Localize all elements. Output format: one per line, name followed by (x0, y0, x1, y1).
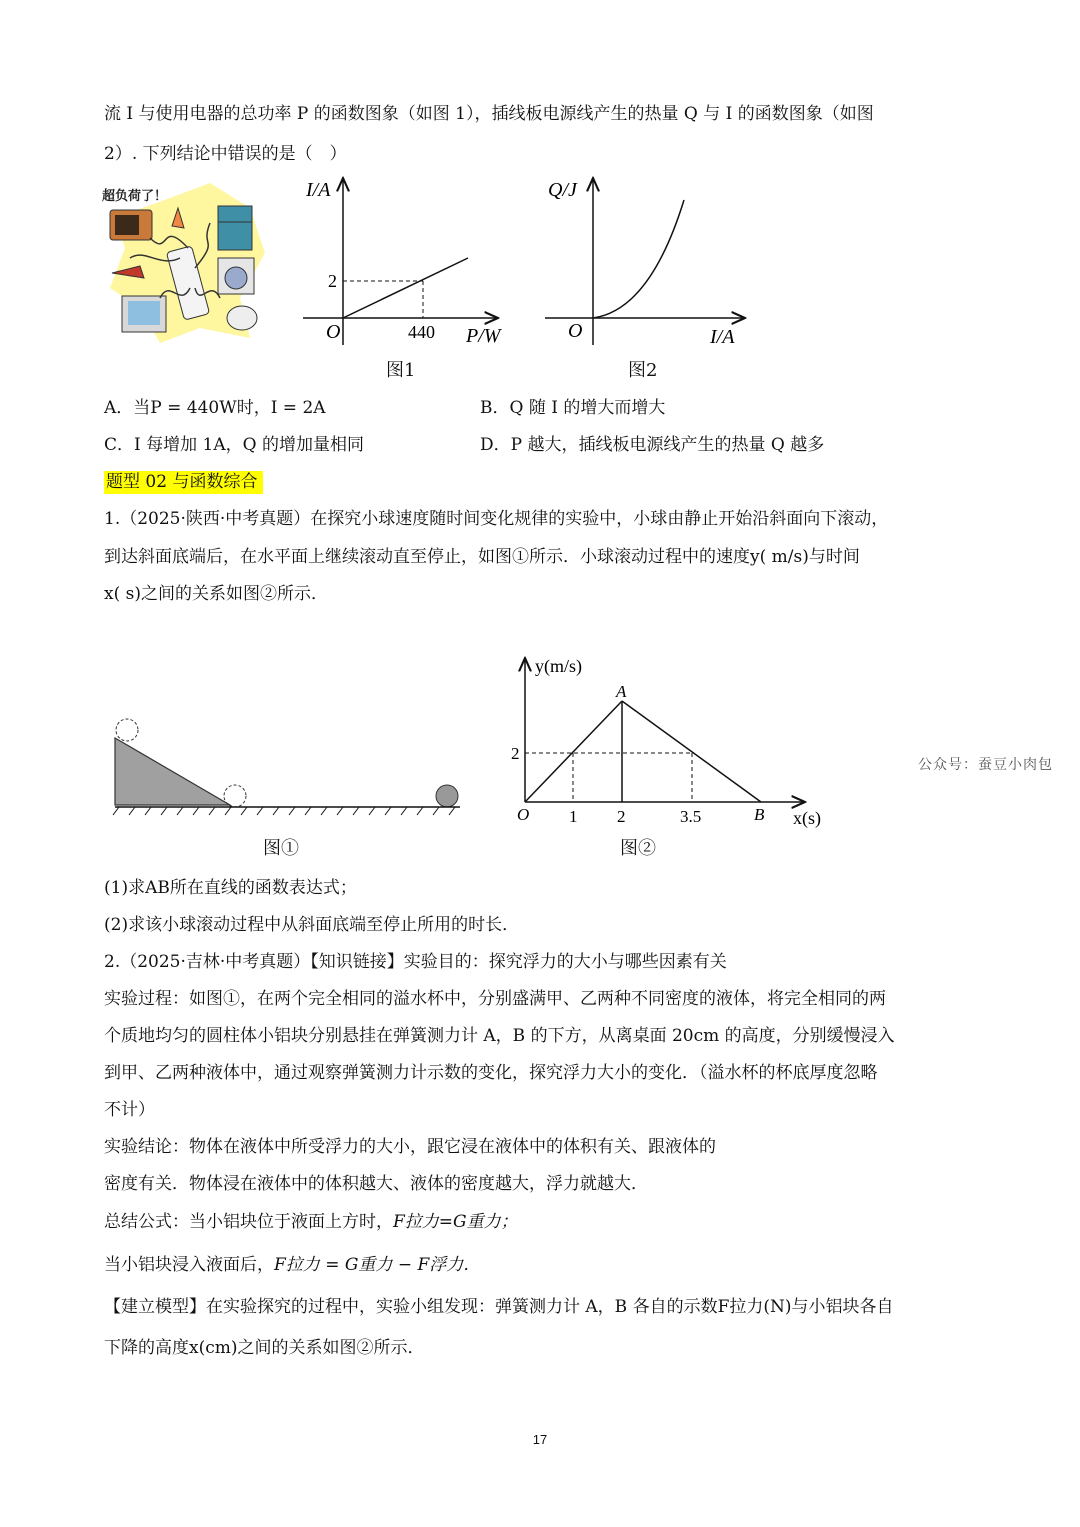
overload-illustration (100, 178, 272, 348)
question-text-line: 下降的高度x(cm)之间的关系如图②所示． (104, 1338, 425, 1358)
origin-label: O (568, 320, 583, 342)
question-text-line: 【建立模型】在实验探究的过程中，实验小组发现：弹簧测力计 A，B 各自的示数F拉力(N)与小铝块各自 (104, 1297, 894, 1317)
x-axis-label: P/W (466, 325, 501, 347)
curve-series (593, 200, 684, 318)
formula-prefix: 总结公式：当小铝块位于液面上方时， (104, 1212, 393, 1232)
question-text-line: 1.（2025·陕西·中考真题）在探究小球速度随时间变化规律的实验中，小球由静止开始沿斜面向下滚动， (104, 509, 889, 529)
watermark: 公众号：蚕豆小肉包 (918, 757, 1053, 773)
origin-label: O (517, 805, 530, 824)
question-text-line: 2）. 下列结论中错误的是（ ） (104, 144, 347, 164)
y-axis-label: Q/J (548, 179, 577, 201)
point-label-B: B (754, 805, 765, 824)
origin-label: O (326, 321, 341, 343)
figure-caption: 图② (620, 838, 656, 859)
formula-prefix: 当小铝块浸入液面后， (104, 1255, 274, 1275)
formula: F拉力 = G重力 − F浮力． (274, 1255, 481, 1275)
question-text-line: x( s)之间的关系如图②所示． (104, 584, 328, 604)
y-tick-label: 2 (328, 271, 337, 291)
y-axis-label: I/A (306, 179, 331, 201)
figure-caption: 图1 (386, 360, 416, 381)
question-text-line: 到达斜面底端后，在水平面上继续滚动直至停止，如图①所示．小球滚动过程中的速度y( m/s)与时间 (104, 547, 860, 567)
figure-caption: 图① (263, 838, 299, 859)
option-a: A．当P = 440W时，I = 2A (104, 398, 326, 418)
sub-question: (2)求该小球滚动过程中从斜面底端至停止所用的时长． (104, 915, 520, 935)
graph-fig1-current-vs-power (298, 170, 528, 355)
line-series (343, 258, 468, 318)
incline-diagram (105, 710, 475, 830)
question-text-line: 个质地均匀的圆柱体小铝块分别悬挂在弹簧测力计 A，B 的下方，从离桌面 20cm 的高度，分别缓慢浸入 (104, 1026, 895, 1046)
point-label-A: A (616, 682, 627, 701)
option-c: C．I 每增加 1A，Q 的增加量相同 (104, 435, 364, 455)
x-tick-label: 1 (569, 807, 578, 826)
question-text-line: 不计） (104, 1100, 155, 1120)
overload-caption: 超负荷了！ (102, 188, 168, 203)
question-text-line: 到甲、乙两种液体中，通过观察弹簧测力计示数的变化，探究浮力大小的变化．（溢水杯的杯底厚度忽略 (104, 1063, 878, 1083)
x-tick-label: 2 (617, 807, 626, 826)
x-axis-label: I/A (710, 326, 735, 348)
question-text-line (104, 1253, 480, 1277)
formula: F拉力=G重力； (393, 1212, 518, 1232)
question-text-line: 实验结论：物体在液体中所受浮力的大小，跟它浸在液体中的体积有关、跟液体的 (104, 1137, 716, 1157)
x-axis-label: x(s) (793, 808, 821, 828)
y-axis-label: y(m/s) (535, 656, 582, 676)
graph-fig2-heat-vs-current (540, 170, 760, 355)
page-number: 17 (532, 1432, 548, 1447)
question-text-line: 流 I 与使用电器的总功率 P 的函数图象（如图 1），插线板电源线产生的热量 Q 与 I 的函数图象（如图 (104, 104, 874, 124)
question-text-line: 2.（2025·吉林·中考真题）【知识链接】实验目的：探究浮力的大小与哪些因素有关 (104, 952, 727, 972)
question-text-line: 实验过程：如图①，在两个完全相同的溢水杯中，分别盛满甲、乙两种不同密度的液体，将完全相同的两 (104, 989, 886, 1009)
option-b: B．Q 随 I 的增大而增大 (480, 398, 666, 418)
segment-AB (622, 701, 761, 802)
option-d: D．P 越大，插线板电源线产生的热量 Q 越多 (480, 435, 825, 455)
x-tick-label: 3.5 (680, 807, 702, 826)
x-tick-label: 440 (408, 322, 435, 342)
sub-question: (1)求AB所在直线的函数表达式； (104, 878, 357, 898)
section-title: 题型 02 与函数综合 (104, 470, 263, 494)
question-text-line (104, 1210, 518, 1234)
graph-velocity-vs-time (505, 650, 835, 835)
question-text-line: 密度有关．物体浸在液体中的体积越大、液体的密度越大，浮力就越大． (104, 1174, 648, 1194)
segment-OA (525, 701, 622, 802)
figure-caption: 图2 (628, 360, 658, 381)
y-tick-label: 2 (511, 744, 520, 763)
